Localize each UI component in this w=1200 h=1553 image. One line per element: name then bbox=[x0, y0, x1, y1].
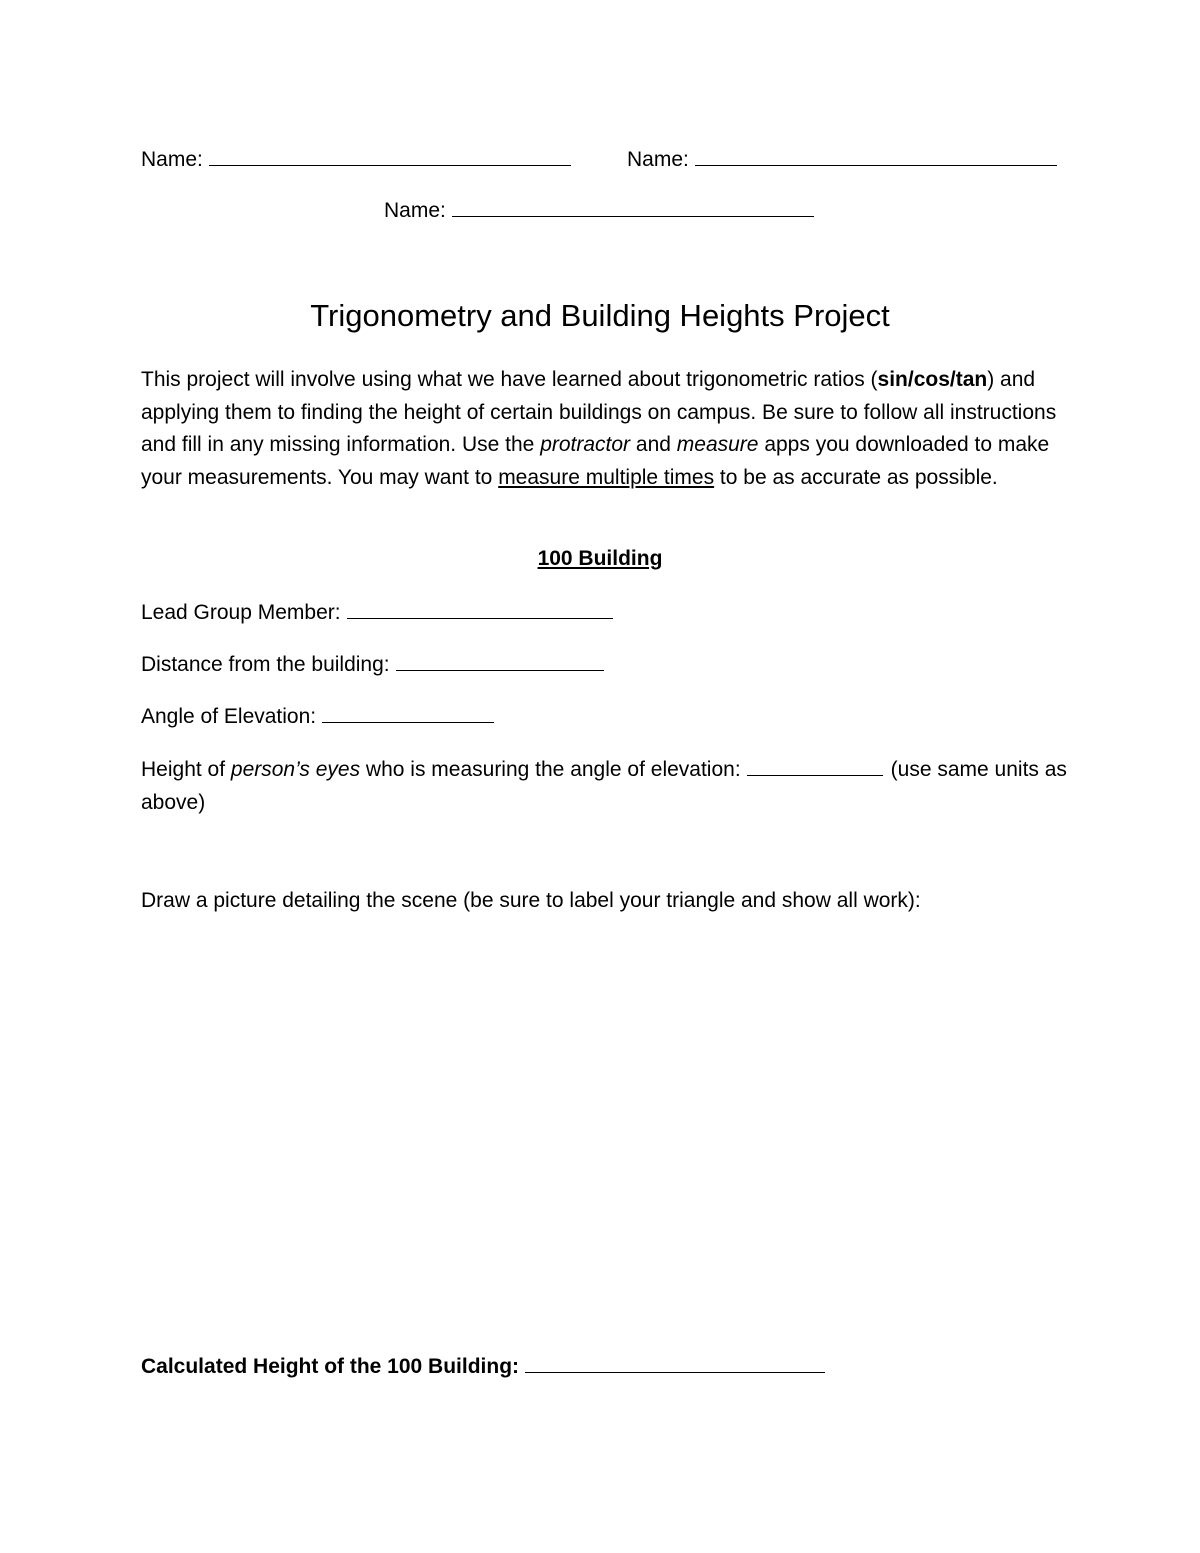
intro-app-measure: measure bbox=[676, 433, 759, 456]
intro-emphasis: measure multiple times bbox=[498, 465, 715, 489]
name-field-3 bbox=[384, 198, 814, 221]
angle-blank[interactable] bbox=[322, 704, 494, 723]
name-label: Name: bbox=[141, 148, 203, 171]
intro-text: ) and applying them to finding the height of certain buildings on campus. Be sure to follow all instructions and fill in any missing information. Use the bbox=[141, 368, 1057, 456]
name-blank-3[interactable] bbox=[452, 198, 814, 217]
angle-label: Angle of Elevation: bbox=[141, 705, 317, 728]
name-blank-1[interactable] bbox=[209, 147, 571, 166]
intro-ratios: sin/cos/tan bbox=[877, 368, 988, 391]
name-blank-2[interactable] bbox=[695, 147, 1057, 166]
intro-paragraph bbox=[141, 364, 1061, 494]
name-field-2 bbox=[627, 147, 1057, 170]
drawing-area[interactable] bbox=[141, 930, 1061, 1330]
result-field bbox=[141, 1354, 825, 1377]
eye-height-text: who is measuring the angle of elevation: bbox=[360, 758, 741, 781]
angle-field bbox=[141, 704, 494, 727]
distance-blank[interactable] bbox=[396, 652, 604, 671]
drawing-prompt: Draw a picture detailing the scene (be sure to label your triangle and show all work): bbox=[141, 889, 921, 912]
eye-height-blank[interactable] bbox=[747, 757, 883, 776]
name-field-1 bbox=[141, 147, 571, 170]
intro-text: This project will involve using what we have learned about trigonometric ratios ( bbox=[141, 368, 878, 391]
intro-text: to be as accurate as possible. bbox=[714, 465, 998, 489]
eye-height-text: Height of bbox=[141, 758, 231, 781]
eye-height-note: (use same units as above) bbox=[141, 758, 1067, 814]
intro-text: and bbox=[630, 433, 677, 456]
name-label: Name: bbox=[627, 148, 689, 171]
intro-app-protractor: protractor bbox=[540, 433, 631, 456]
lead-member-blank[interactable] bbox=[347, 600, 613, 619]
distance-field bbox=[141, 652, 604, 675]
section-heading: 100 Building bbox=[537, 547, 663, 570]
lead-member-label: Lead Group Member: bbox=[141, 601, 341, 624]
name-label: Name: bbox=[384, 199, 446, 222]
intro-text: apps you downloaded to make your measurements. You may want to bbox=[141, 433, 1050, 489]
eye-height-italic: person’s eyes bbox=[230, 758, 361, 781]
page-title: Trigonometry and Building Heights Project bbox=[310, 298, 890, 333]
lead-member-field bbox=[141, 600, 613, 623]
eye-height-field bbox=[141, 753, 1071, 819]
result-blank[interactable] bbox=[525, 1354, 825, 1373]
distance-label: Distance from the building: bbox=[141, 653, 390, 676]
result-label: Calculated Height of the 100 Building: bbox=[141, 1355, 520, 1378]
